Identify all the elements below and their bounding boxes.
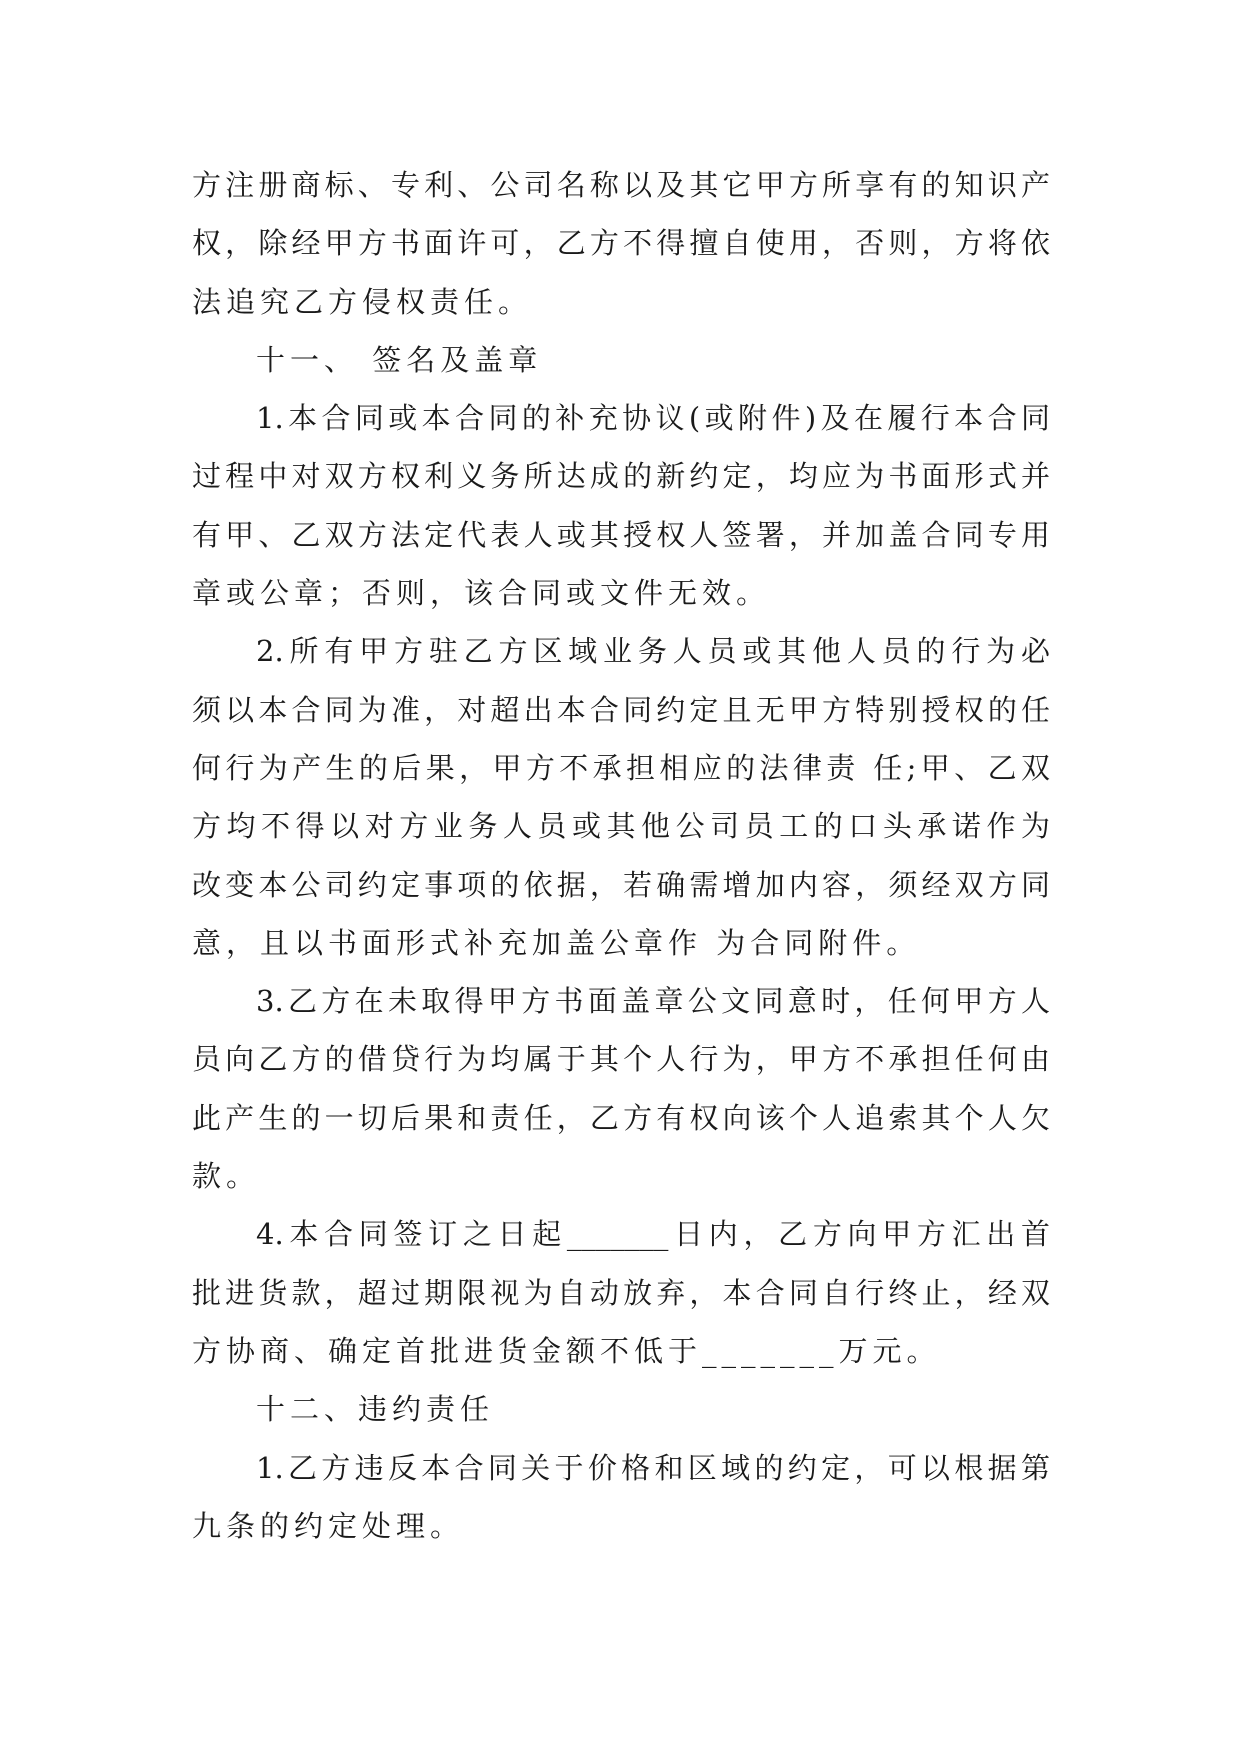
text-line: 有甲、乙双方法定代表人或其授权人签署，并加盖合同专用 — [192, 517, 1050, 552]
text-line: 1.乙方违反本合同关于价格和区域的约定，可以根据第 — [256, 1450, 1050, 1485]
text-line: 意，且以书面形式补充加盖公章作 为合同附件。 — [192, 925, 921, 960]
text-line: 方均不得以对方业务人员或其他公司员工的口头承诺作为 — [192, 809, 1050, 844]
section-heading: 十二、违约责任 — [256, 1392, 495, 1427]
text-line: 方协商、确定首批进货金额不低于_______万元。 — [192, 1333, 941, 1368]
text-line: 2.所有甲方驻乙方区域业务人员或其他人员的行为必 — [256, 634, 1050, 669]
section-heading: 十一、 签名及盖章 — [256, 342, 543, 377]
text-line: 章或公章；否则，该合同或文件无效。 — [192, 576, 771, 611]
text-line: 权，除经甲方书面许可，乙方不得擅自使用，否则，方将依 — [192, 226, 1050, 261]
text-line: 3.乙方在未取得甲方书面盖章公文同意时，任何甲方人 — [256, 984, 1050, 1019]
text-line: 此产生的一切后果和责任，乙方有权向该个人追索其个人欠 — [192, 1100, 1050, 1135]
text-line: 法追究乙方侵权责任。 — [192, 284, 533, 319]
text-line: 改变本公司约定事项的依据，若确需增加内容，须经双方同 — [192, 867, 1050, 902]
text-line: 过程中对双方权利义务所达成的新约定，均应为书面形式并 — [192, 459, 1050, 494]
text-line: 员向乙方的借贷行为均属于其个人行为，甲方不承担任何由 — [192, 1042, 1050, 1077]
text-line: 九条的约定处理。 — [192, 1508, 465, 1543]
text-line: 须以本合同为准，对超出本合同约定且无甲方特别授权的任 — [192, 692, 1050, 727]
text-line: 方注册商标、专利、公司名称以及其它甲方所享有的知识产 — [192, 168, 1050, 202]
text-line: 何行为产生的后果，甲方不承担相应的法律责 任;甲、乙双 — [192, 750, 1050, 785]
text-line: 1.本合同或本合同的补充协议(或附件)及在履行本合同 — [256, 401, 1050, 436]
document-body — [192, 156, 1050, 1555]
text-line: 4.本合同签订之日起_______日内，乙方向甲方汇出首 — [256, 1217, 1050, 1252]
text-line: 款。 — [192, 1159, 261, 1194]
text-line: 批进货款，超过期限视为自动放弃，本合同自行终止，经双 — [192, 1275, 1050, 1310]
